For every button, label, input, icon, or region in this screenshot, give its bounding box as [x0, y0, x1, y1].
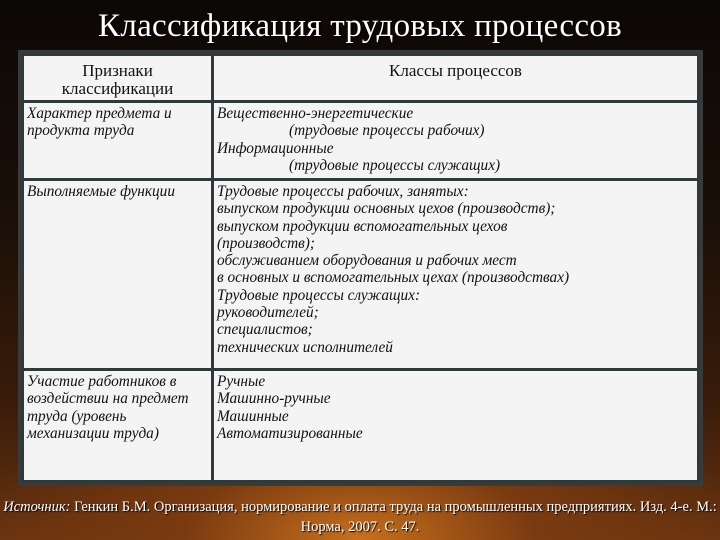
class-line: в основных и вспомогательных цехах (производствах) — [217, 269, 570, 287]
class-line: технических исполнителей — [217, 338, 393, 356]
class-line: (трудовые процессы рабочих) — [289, 122, 485, 140]
class-line: Трудовые процессы рабочих, занятых: — [217, 183, 469, 200]
row-classes — [213, 102, 699, 180]
class-line: руководителей; — [217, 304, 319, 322]
class-line: выпуском продукции вспомогательных цехов — [217, 217, 508, 235]
table-row — [23, 180, 699, 370]
class-line: Ручные — [217, 373, 266, 390]
row-criterion: Выполняемые функции — [23, 180, 213, 370]
class-line: Машинные — [217, 407, 289, 425]
slide-title: Классификация трудовых процессов — [98, 8, 622, 44]
source-label: Источник: — [3, 499, 71, 515]
row-criterion: Характер предмета и продукта труда — [23, 102, 213, 180]
class-line: обслуживанием оборудования и рабочих мест — [217, 252, 517, 270]
header-classes: Классы процессов — [213, 55, 699, 102]
source-citation — [0, 497, 720, 537]
class-line: Машинно-ручные — [217, 390, 331, 408]
row-classes — [213, 370, 699, 482]
class-line: Автоматизированные — [217, 424, 363, 442]
class-line: Вещественно-энергетические — [217, 105, 414, 122]
class-line: Информационные — [217, 139, 334, 157]
class-line: (трудовые процессы служащих) — [289, 156, 501, 174]
table-row — [23, 102, 699, 180]
table-header-row — [23, 55, 699, 102]
class-line: Трудовые процессы служащих: — [217, 286, 421, 304]
classification-table — [21, 53, 700, 483]
class-line: выпуском продукции основных цехов (производств); — [217, 200, 556, 218]
table-row — [23, 370, 699, 482]
row-criterion: Участие работников в воздействии на предмет труда (уровень механизации труда) — [23, 370, 213, 482]
class-line: специалистов; — [217, 321, 313, 339]
row-classes — [213, 180, 699, 370]
class-line: (производств); — [217, 234, 315, 252]
source-text: Генкин Б.М. Организация, нормирование и оплата труда на промышленных предприятиях. Изд. 4-е. М.: Норма, 2007. С. 47. — [74, 499, 717, 535]
header-criteria: Признаки классификации — [23, 55, 213, 102]
